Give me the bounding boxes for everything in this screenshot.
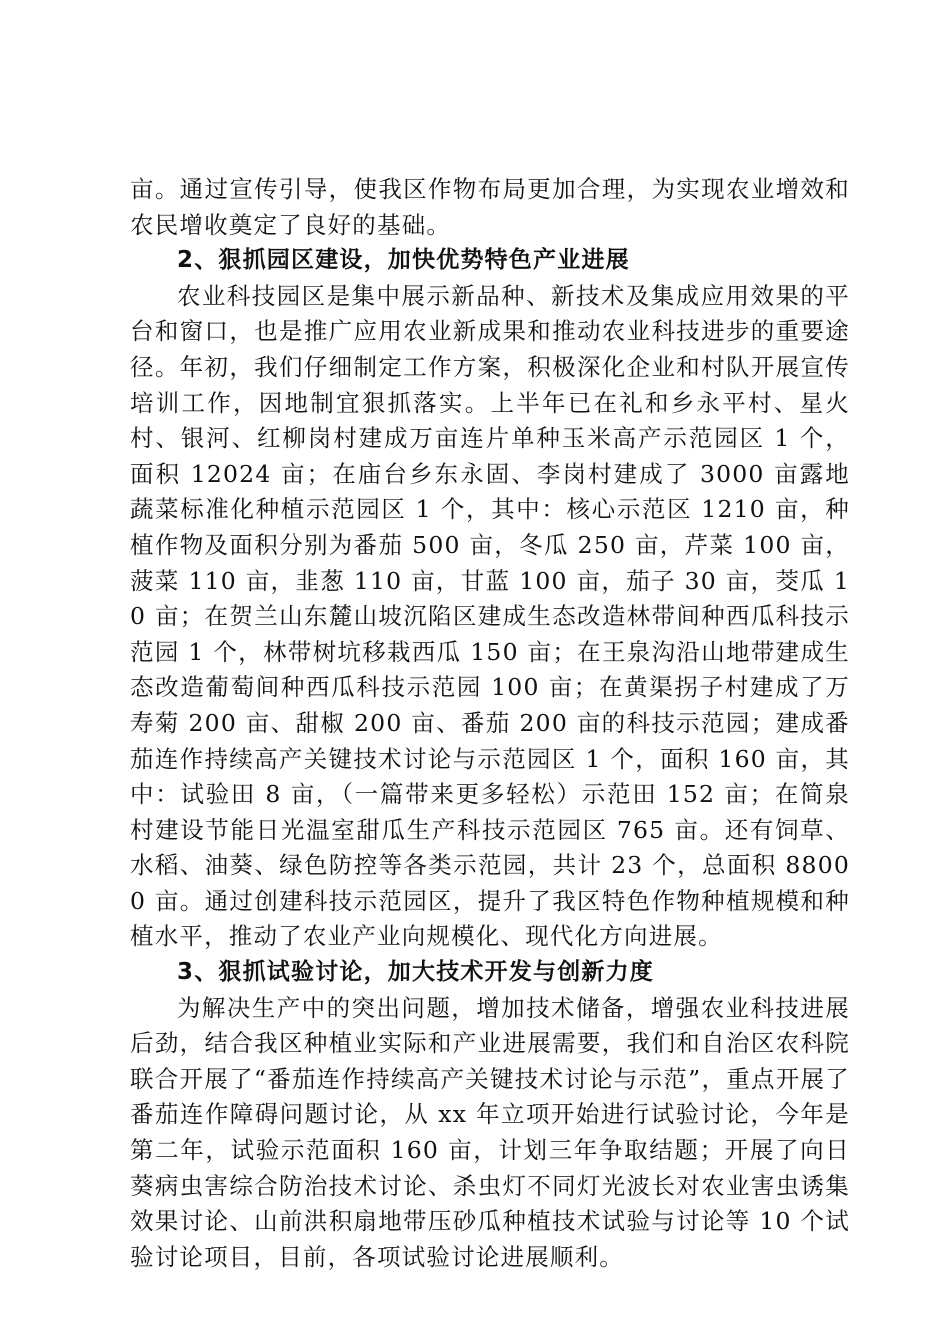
document-body	[130, 172, 850, 1275]
paragraph-experiments: 为解决生产中的突出问题，增加技术储备，增强农业科技进展后劲，结合我区种植业实际和产业进展需要，我们和自治区农科院联合开展了“番茄连作持续高产关键技术讨论与示范”，重点开展了番茄连作障碍问题讨论，从 xx 年立项开始进行试验讨论，今年是第二年，试验示范面积 160 亩，计划三年争取结题；开展了向日葵病虫害综合防治技术讨论、杀虫灯不同灯光波长对农业害虫诱集效果讨论、山前洪积扇地带压砂瓜种植技术试验与讨论等 10 个试验讨论项目，目前，各项试验讨论进展顺利。	[130, 993, 850, 1271]
paragraph-continuation: 亩。通过宣传引导，使我区作物布局更加合理，为实现农业增效和农民增收奠定了良好的基础。	[130, 175, 850, 239]
section-heading-2: 2、狠抓园区建设，加快优势特色产业进展	[177, 247, 630, 274]
paragraph-tech-parks: 农业科技园区是集中展示新品种、新技术及集成应用效果的平台和窗口，也是推广应用农业新成果和推动农业科技进步的重要途径。年初，我们仔细制定工作方案，积极深化企业和村队开展宣传培训工作，因地制宜狠抓落实。上半年已在礼和乡永平村、星火村、银河、红柳岗村建成万亩连片单种玉米高产示范园区 1 个，面积 12024 亩；在庙台乡东永固、李岗村建成了 3000 亩露地蔬菜标准化种植示范园区 1 个，其中：核心示范区 1210 亩，种植作物及面积分别为番茄 500 亩，冬瓜 250 亩，芹菜 100 亩，菠菜 110 亩，韭葱 110 亩，甘蓝 100 亩，茄子 30 亩，茭瓜 10 亩；在贺兰山东麓山坡沉陷区建成生态改造林带间种西瓜科技示范园 1 个，林带树坑移栽西瓜 150 亩；在王泉沟沿山地带建成生态改造葡萄间种西瓜科技示范园 100 亩；在黄渠拐子村建成了万寿菊 200 亩、甜椒 200 亩、番茄 200 亩的科技示范园；建成番茄连作持续高产关键技术讨论与示范园区 1 个，面积 160 亩，其中：试验田 8 亩，（一篇带来更多轻松）示范田 152 亩；在简泉村建设节能日光温室甜瓜生产科技示范园区 765 亩。还有饲草、水稻、油葵、绿色防控等各类示范园，共计 23 个，总面积 88000 亩。通过创建科技示范园区，提升了我区特色作物种植规模和种植水平，推动了农业产业向规模化、现代化方向进展。	[130, 281, 850, 951]
section-heading-3: 3、狠抓试验讨论，加大技术开发与创新力度	[177, 959, 655, 986]
